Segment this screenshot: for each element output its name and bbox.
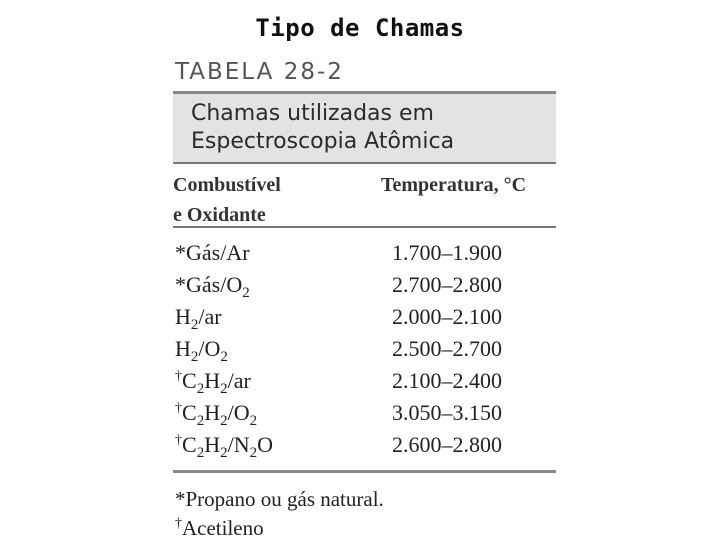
table-footnotes (173, 473, 556, 543)
slide-title: Tipo de Chamas (255, 14, 465, 42)
table-header (173, 162, 556, 228)
temperature-cell: 2.000–2.100 (392, 304, 502, 329)
temperature-cell: 3.050–3.150 (392, 400, 502, 425)
fuel-cell: $^\dagger C_2H_2/N_2O$ (175, 432, 273, 461)
table-number: TABELA 28-2 (175, 59, 344, 85)
header-fuel-line-2: e Oxidante (173, 204, 266, 226)
temperature-cell: 2.500–2.700 (392, 336, 502, 361)
table-row (173, 334, 556, 366)
fuel-cell: $^\dagger C_2H_2/O_2$ (175, 400, 258, 429)
header-temperature: Temperatura, °C (381, 174, 527, 196)
table-caption (173, 91, 556, 162)
table-row (173, 270, 556, 302)
caption-line-1: Chamas utilizadas em (191, 101, 434, 126)
table-row (173, 238, 556, 270)
table-row (173, 430, 556, 462)
table-body (173, 228, 556, 473)
fuel-cell: $H_2/O_2$ (175, 336, 228, 365)
fuel-cell: *Gás/Ar (175, 240, 250, 265)
footnote-acetylene: †Acetileno (175, 516, 264, 540)
table-row (173, 398, 556, 430)
flame-table (173, 58, 556, 543)
fuel-cell: $*Gás/O_2$ (175, 272, 250, 301)
temperature-cell: 2.100–2.400 (392, 368, 502, 393)
fuel-cell: $H_2/ar$ (175, 304, 222, 333)
temperature-cell: 2.600–2.800 (392, 432, 502, 457)
temperature-cell: 2.700–2.800 (392, 272, 502, 297)
table-row (173, 302, 556, 334)
header-fuel-oxidant (173, 170, 281, 230)
temperature-cell: 1.700–1.900 (392, 240, 502, 265)
footnote-propane: *Propano ou gás natural. (175, 487, 384, 511)
caption-line-2: Espectroscopia Atômica (191, 129, 455, 154)
header-fuel-line-1: Combustível (173, 174, 281, 196)
table-row (173, 366, 556, 398)
fuel-cell: $^\dagger C_2H_2/ar$ (175, 368, 251, 397)
